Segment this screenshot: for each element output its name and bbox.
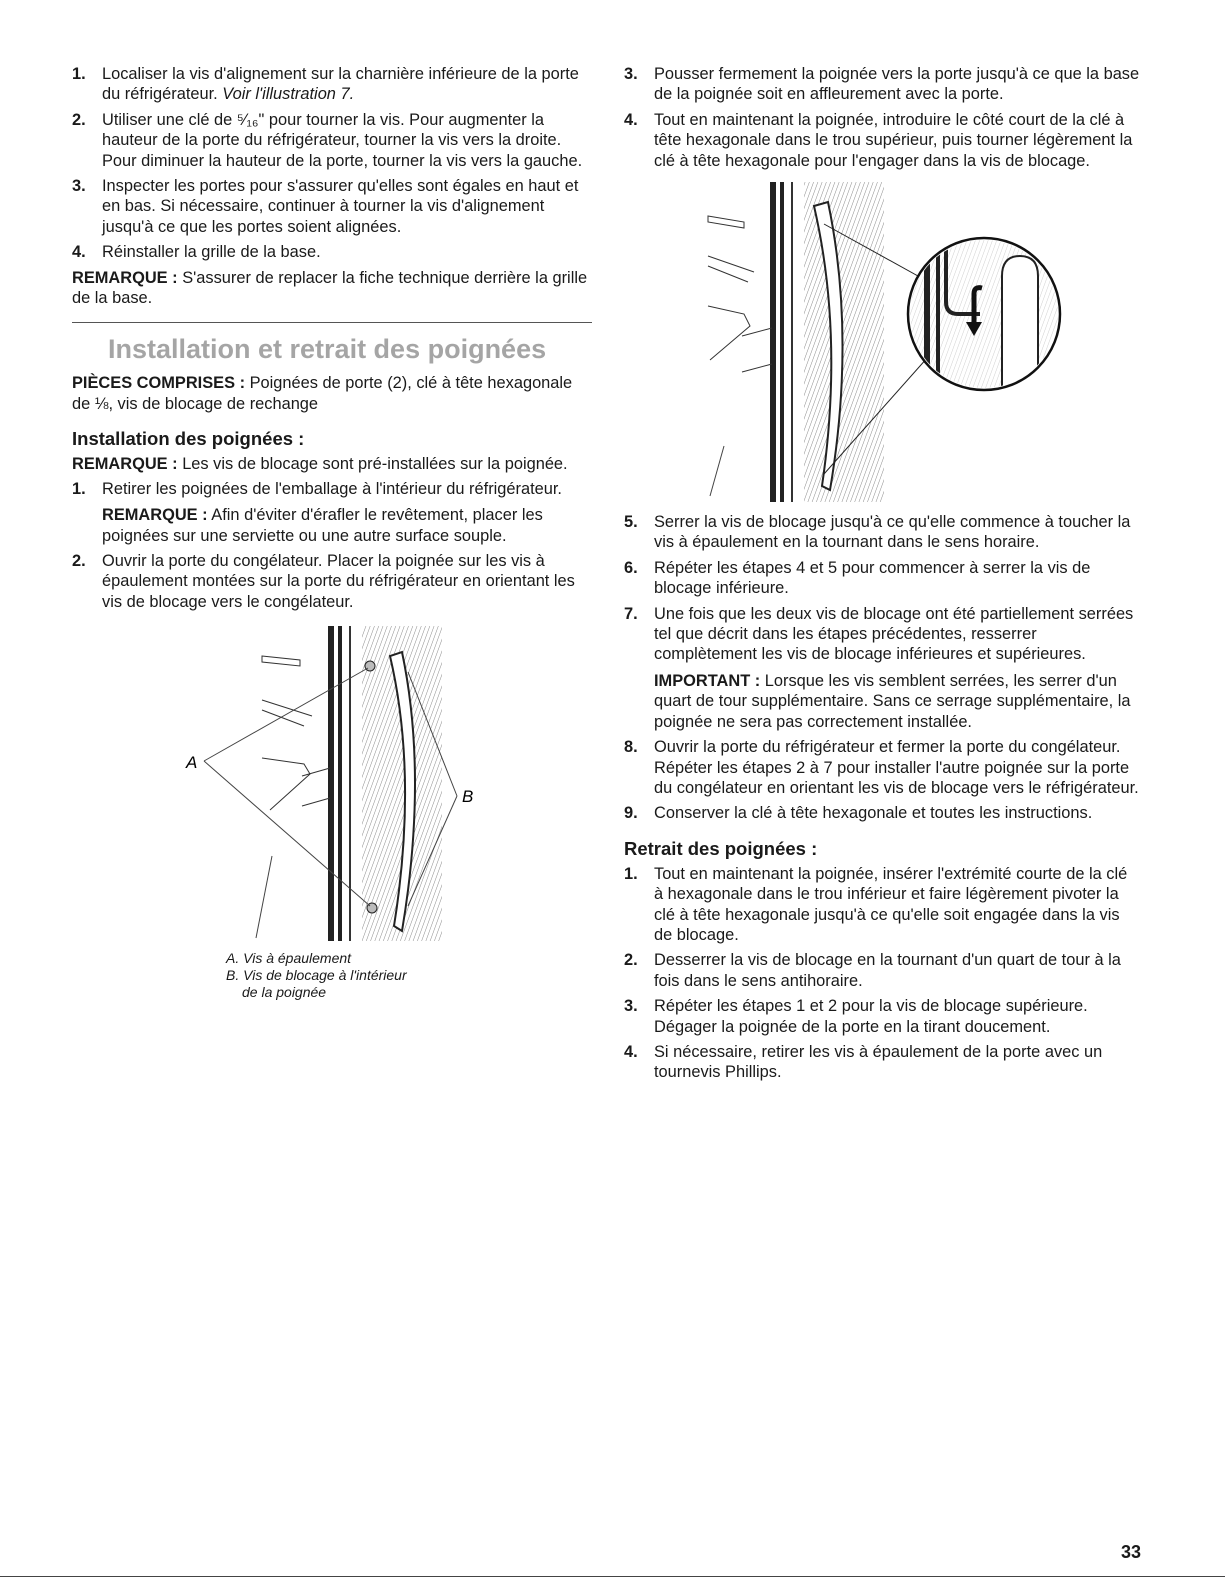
step-number: 3.	[624, 65, 638, 83]
step-text: Localiser la vis d'alignement sur la charnière inférieure de la porte du réfrigérateur.	[102, 65, 579, 104]
step-number: 3.	[624, 997, 638, 1016]
step-text: Retirer les poignées de l'emballage à l'intérieur du réfrigérateur.	[102, 479, 562, 498]
step-text: Répéter les étapes 1 et 2 pour la vis de blocage supérieure. Dégager la poignée de la porte en la tirant doucement.	[654, 997, 1088, 1036]
alignment-steps-list	[72, 64, 592, 263]
step-number: 2.	[72, 551, 86, 570]
important-note	[654, 671, 1140, 732]
pieces-comprises	[72, 373, 592, 414]
installation-steps-list	[72, 479, 592, 612]
caption-b-cont: de la poignée	[242, 984, 327, 1001]
step-number: 2.	[72, 110, 86, 129]
note-label: REMARQUE :	[102, 506, 208, 525]
list-item	[72, 110, 592, 171]
list-item	[624, 604, 1140, 732]
remarque-note	[72, 268, 592, 309]
step-number: 8.	[624, 738, 638, 757]
step-number: 4.	[624, 1042, 638, 1061]
note-text: Les vis de blocage sont pré-installées sur la poignée.	[177, 455, 568, 474]
step-text: Tout en maintenant la poignée, insérer l'extrémité courte de la clé à hexagonale dans le trou inférieur et faire légèrement pivoter la clé à tête hexagonale jusqu'à ce qu'elle soit engagée dans la vis de blocage.	[654, 864, 1128, 944]
handle-illustration	[72, 626, 592, 946]
step-number: 1.	[624, 864, 638, 883]
list-item	[624, 64, 1140, 105]
footer-divider	[0, 1576, 1225, 1577]
step-note	[102, 505, 592, 546]
step-number: 2.	[624, 951, 638, 970]
step-text: Utiliser une clé de ⁵⁄₁₆" pour tourner la vis. Pour augmenter la hauteur de la porte du réfrigérateur, tourner la vis vers la droite. Pour diminuer la hauteur de la porte, tourner la vis vers la gauche.	[102, 110, 583, 170]
right-column	[624, 64, 1140, 1088]
step-text: Conserver la clé à tête hexagonale et toutes les instructions.	[654, 804, 1093, 823]
caption-a: A. Vis à épaulement	[226, 950, 352, 967]
step-number: 3.	[72, 177, 86, 196]
step-number: 7.	[624, 604, 638, 623]
note-label: REMARQUE :	[72, 268, 178, 287]
step-text: Si nécessaire, retirer les vis à épaulement de la porte avec un tournevis Phillips.	[654, 1042, 1103, 1082]
step-number: 4.	[624, 110, 638, 129]
step-number: 6.	[624, 558, 638, 577]
step-number: 4.	[72, 243, 86, 262]
label-b: B	[462, 787, 474, 807]
list-item	[624, 803, 1140, 823]
step-text: Tout en maintenant la poignée, introduire le côté court de la clé à tête hexagonale dans le trou supérieur, puis tourner légèrement la clé à tête hexagonale pour l'engager dans la vis de blocage.	[654, 110, 1133, 170]
section-title: Installation et retrait des poignées	[108, 334, 547, 365]
important-label: IMPORTANT :	[654, 671, 761, 690]
pieces-text: Poignées de porte (2), clé à tête hexagonale de ⅛, vis de blocage de rechange	[72, 374, 573, 413]
step-text: Réinstaller la grille de la base.	[102, 243, 321, 262]
section-divider	[72, 322, 592, 323]
list-item	[72, 242, 592, 262]
hex-key-figure	[624, 176, 1140, 506]
handle-installation-figure	[72, 626, 592, 1001]
list-item	[72, 64, 592, 105]
note-label: REMARQUE :	[72, 455, 178, 474]
step-text: Répéter les étapes 4 et 5 pour commencer à serrer la vis de blocage inférieure.	[654, 558, 1091, 598]
installation-subtitle: Installation des poignées :	[72, 428, 305, 450]
tightening-steps-list	[624, 512, 1140, 824]
list-item	[72, 479, 592, 546]
important-text: Lorsque les vis semblent serrées, les serrer d'un quart de tour supplémentaire. Sans ce serrage supplémentaire, la poignée ne sera pas correctement installée.	[654, 671, 1131, 731]
left-column	[72, 64, 592, 1001]
installation-steps-cont	[624, 64, 1140, 171]
list-item	[624, 950, 1140, 991]
list-item	[624, 512, 1140, 553]
list-item	[624, 110, 1140, 171]
step-reference: Voir l'illustration 7.	[222, 85, 355, 104]
step-text: Pousser fermement la poignée vers la porte jusqu'à ce que la base de la poignée soit en affleurement avec la porte.	[654, 65, 1140, 104]
step-number: 5.	[624, 513, 638, 532]
step-text: Desserrer la vis de blocage en la tournant d'un quart de tour à la fois dans le sens antihoraire.	[654, 951, 1121, 990]
note-text: Afin d'éviter d'érafler le revêtement, placer les poignées sur une serviette ou une autre surface souple.	[102, 506, 543, 545]
step-number: 9.	[624, 804, 638, 823]
list-item	[624, 864, 1140, 946]
step-number: 1.	[72, 65, 86, 83]
installation-note	[72, 454, 592, 474]
retrait-steps-list	[624, 864, 1140, 1083]
step-text: Ouvrir la porte du réfrigérateur et fermer la porte du congélateur. Répéter les étapes 2 à 7 pour installer l'autre poignée sur la porte du congélateur en orientant les vis de blocage vers le réfrigérateur.	[654, 738, 1139, 797]
list-item	[72, 551, 592, 612]
step-text: Inspecter les portes pour s'assurer qu'elles sont égales en haut et en bas. Si nécessaire, continuer à tourner la vis d'alignement jusqu'à ce que les portes soient alignées.	[102, 177, 579, 236]
hex-key-illustration	[624, 176, 1140, 506]
list-item	[624, 558, 1140, 599]
caption-b: B. Vis de blocage à l'intérieur	[226, 967, 407, 984]
step-text: Une fois que les deux vis de blocage ont été partiellement serrées tel que décrit dans les étapes précédentes, resserrer complètement les vis de blocage inférieures et supérieures.	[654, 604, 1134, 664]
step-number: 1.	[72, 479, 86, 498]
list-item	[624, 1042, 1140, 1083]
list-item	[624, 737, 1140, 798]
page-number: 33	[1120, 1542, 1141, 1562]
label-a: A	[186, 753, 198, 773]
list-item	[72, 176, 592, 237]
note-text: S'assurer de replacer la fiche technique derrière la grille de la base.	[72, 268, 588, 308]
list-item	[624, 996, 1140, 1037]
step-text: Ouvrir la porte du congélateur. Placer la poignée sur les vis à épaulement montées sur la porte du réfrigérateur en orientant les vis de blocage vers le congélateur.	[102, 551, 575, 611]
pieces-label: PIÈCES COMPRISES :	[72, 374, 246, 393]
retrait-subtitle: Retrait des poignées :	[624, 837, 818, 859]
figure-caption	[226, 950, 592, 1001]
step-text: Serrer la vis de blocage jusqu'à ce qu'elle commence à toucher la vis à épaulement en la tournant dans le sens horaire.	[654, 513, 1131, 552]
